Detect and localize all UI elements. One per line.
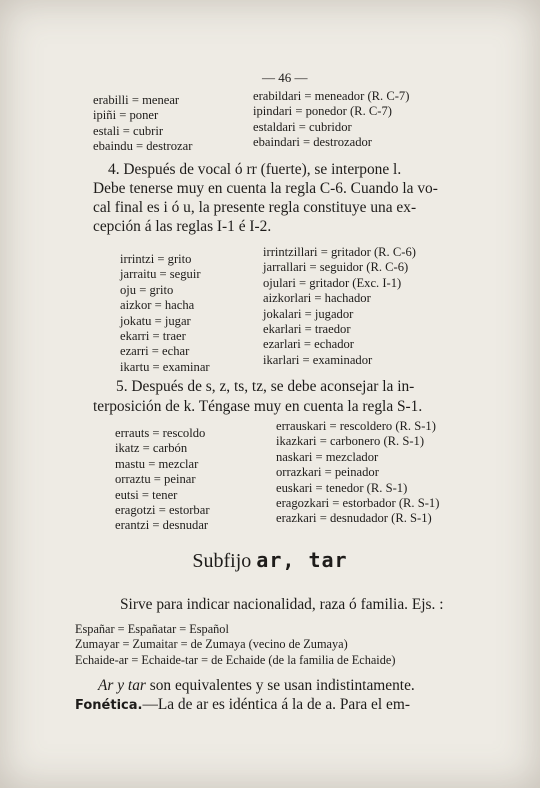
entry: aizkor = hacha (120, 298, 195, 313)
examples-block-2-right (263, 245, 416, 368)
entry: ipiñi = poner (93, 108, 159, 123)
rule-4-lines: Debe tenerse muy en cuenta la regla C-6. Cuando la vo- cal final es i ó u, la presente regla constituye una ex- cepción á las reglas I-1 é I-2. (93, 180, 438, 235)
entry: orrazkari = peinador (276, 465, 379, 480)
entry: irrintzillari = gritador (R. C-6) (263, 245, 416, 259)
final-line-2: Fonética.—La de ar es idéntica á la de a. Para el em- (75, 696, 410, 713)
entry: jokatu = jugar (120, 313, 191, 328)
examples-block-2-left (120, 252, 210, 375)
entry: oju = grito (120, 282, 174, 297)
entry: ekarri = traer (120, 329, 186, 344)
rule-5-line-2: terposición de k. Téngase muy en cuenta la regla S-1. (93, 398, 423, 415)
examples-block-3-left (115, 426, 210, 534)
final-line-1: Ar y tar son equivalentes y se usan indistintamente. (98, 677, 415, 694)
entry: ikatz = carbón (115, 441, 188, 456)
entry: erazkari = desnudador (R. S-1) (276, 511, 432, 526)
entry: eragozkari = estorbador (R. S-1) (276, 496, 440, 511)
entry: naskari = mezclador (276, 449, 379, 464)
entry: jarrallari = seguidor (R. C-6) (263, 260, 409, 275)
examples-block-1-right (253, 89, 409, 151)
heading-prefix: Subfijo (192, 550, 252, 572)
examples-block-1-left (93, 93, 192, 155)
entry: ikartu = examinar (120, 359, 210, 374)
entry: orraztu = peinar (115, 472, 196, 487)
entry: euskari = tenedor (R. S-1) (276, 480, 408, 495)
entry: jokalari = jugador (263, 306, 354, 321)
entry: Echaide-ar = Echaide-tar = de Echaide (de la familia de Echaide) (75, 652, 396, 667)
entry: erabildari = meneador (R. C-7) (253, 89, 410, 103)
rule-5-line-1: 5. Después de s, z, ts, tz, se debe aconsejar la in- (116, 378, 415, 395)
section-heading (0, 548, 540, 573)
entry: estali = cubrir (93, 123, 164, 138)
entry: erantzi = desnudar (115, 518, 209, 533)
entry: ezarri = echar (120, 344, 190, 359)
entry: ekarlari = traedor (263, 322, 351, 337)
entry: aizkorlari = hachador (263, 291, 371, 306)
heading-suffix: ar, tar (256, 548, 348, 572)
entry: ikazkari = carbonero (R. S-1) (276, 434, 425, 449)
entry: erabilli = menear (93, 93, 180, 107)
entry: ikarlari = examinador (263, 352, 373, 367)
examples-block-4 (75, 622, 395, 668)
entry: irrintzi = grito (120, 252, 192, 266)
entry: eragotzi = estorbar (115, 503, 210, 518)
entry: ebaindu = destrozar (93, 139, 193, 154)
rule-4-line-1: 4. Después de vocal ó rr (fuerte), se interpone l. (108, 161, 402, 178)
examples-block-3-right (276, 419, 439, 527)
entry: errauts = rescoldo (115, 426, 206, 440)
entry: estaldari = cubridor (253, 119, 352, 134)
entry: ezarlari = echador (263, 337, 354, 352)
entry: errauskari = rescoldero (R. S-1) (276, 419, 436, 433)
page-number: — 46 — (262, 70, 308, 85)
entry: Zumayar = Zumaitar = de Zumaya (vecino de Zumaya) (75, 637, 348, 652)
entry: Españar = Españatar = Español (75, 622, 229, 636)
intro-text: Sirve para indicar nacionalidad, raza ó familia. Ejs. : (120, 596, 444, 613)
entry: eutsi = tener (115, 487, 178, 502)
entry: ipindari = ponedor (R. C-7) (253, 104, 392, 119)
entry: ebaindari = destrozador (253, 135, 372, 150)
entry: mastu = mezclar (115, 456, 199, 471)
entry: ojulari = gritador (Exc. I-1) (263, 275, 402, 290)
entry: jarraitu = seguir (120, 267, 201, 282)
